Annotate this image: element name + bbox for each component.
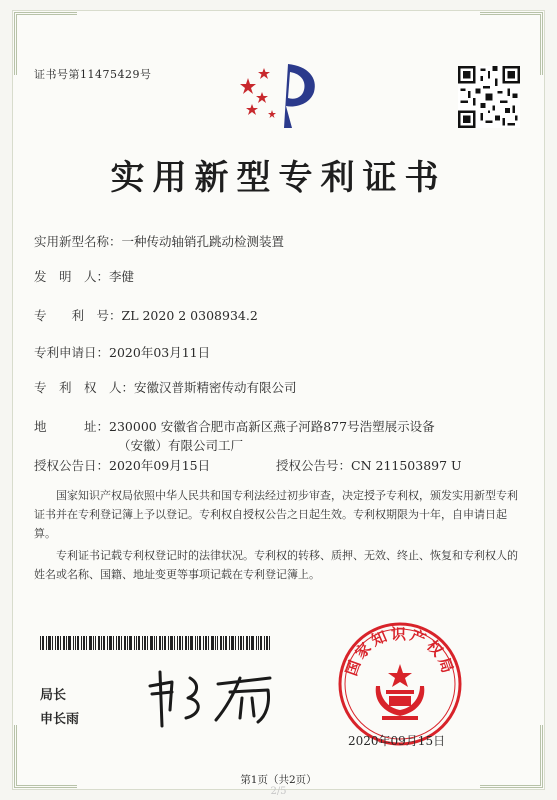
address-row (34, 417, 435, 435)
field-value: 230000 安徽省合肥市高新区燕子河路877号浩塑展示设备 (109, 419, 435, 434)
field-value: 安徽汉普斯精密传动有限公司 (134, 380, 297, 395)
director-name: 申长雨 (40, 712, 80, 727)
barcode (40, 636, 272, 650)
address-row-continued (118, 436, 243, 454)
director-title: 局长 (40, 688, 67, 703)
field-label: 发 明 人： (34, 269, 110, 284)
legal-status-statement: 专利证书记载专利权登记时的法律状况。专利权的转移、质押、无效、终止、恢复和专利权人的姓名或名称、国籍、地址变更等事项记载在专利登记簿上。 (34, 549, 518, 581)
utility-model-name-row (34, 232, 284, 250)
inventor-row (34, 267, 134, 285)
field-value: 一种传动轴销孔跳动检测装置 (121, 234, 285, 249)
field-label: 实用新型名称： (34, 234, 122, 249)
filing-date-row (34, 343, 210, 361)
patentee-row (34, 378, 297, 396)
patent-number-row (34, 306, 258, 324)
field-value: （安徽）有限公司工厂 (118, 438, 244, 453)
field-label: 授权公告号： (276, 458, 352, 473)
field-value: 李健 (109, 269, 135, 284)
certificate-number: 证书号第11475429号 (34, 68, 152, 81)
seal-text: 国家知识产权局 (342, 624, 458, 679)
cnipa-logo-icon (226, 58, 336, 130)
handwritten-signature (142, 664, 282, 730)
field-value: CN 211503897 U (351, 458, 462, 473)
field-value: 2020年03月11日 (109, 345, 211, 360)
seal-date: 2020年09月15日 (348, 734, 446, 748)
grant-statement: 国家知识产权局依照中华人民共和国专利法经过初步审查，决定授予专利权，颁发实用新型专利证书并在专利登记簿上予以登记。专利权自授权公告之日起生效。专利权期限为十年，自申请日起算。 (34, 489, 518, 540)
page-number: 2/5 (270, 786, 287, 797)
certificate-title: 实用新型专利证书 (110, 158, 447, 198)
field-label: 专 利 权 人： (34, 380, 135, 395)
announcement-date-row (34, 456, 210, 474)
field-label: 专利申请日： (34, 345, 110, 360)
announcement-number-row (276, 456, 462, 474)
field-value: 2020年09月15日 (109, 458, 211, 473)
official-seal (336, 620, 464, 748)
field-label: 专 利 号： (34, 308, 122, 323)
field-value: ZL 2020 2 0308934.2 (121, 308, 258, 323)
qr-code (458, 66, 520, 128)
field-label: 授权公告日： (34, 458, 110, 473)
field-label: 地 址： (34, 419, 110, 434)
page-info: 第1页（共2页） (240, 774, 317, 786)
